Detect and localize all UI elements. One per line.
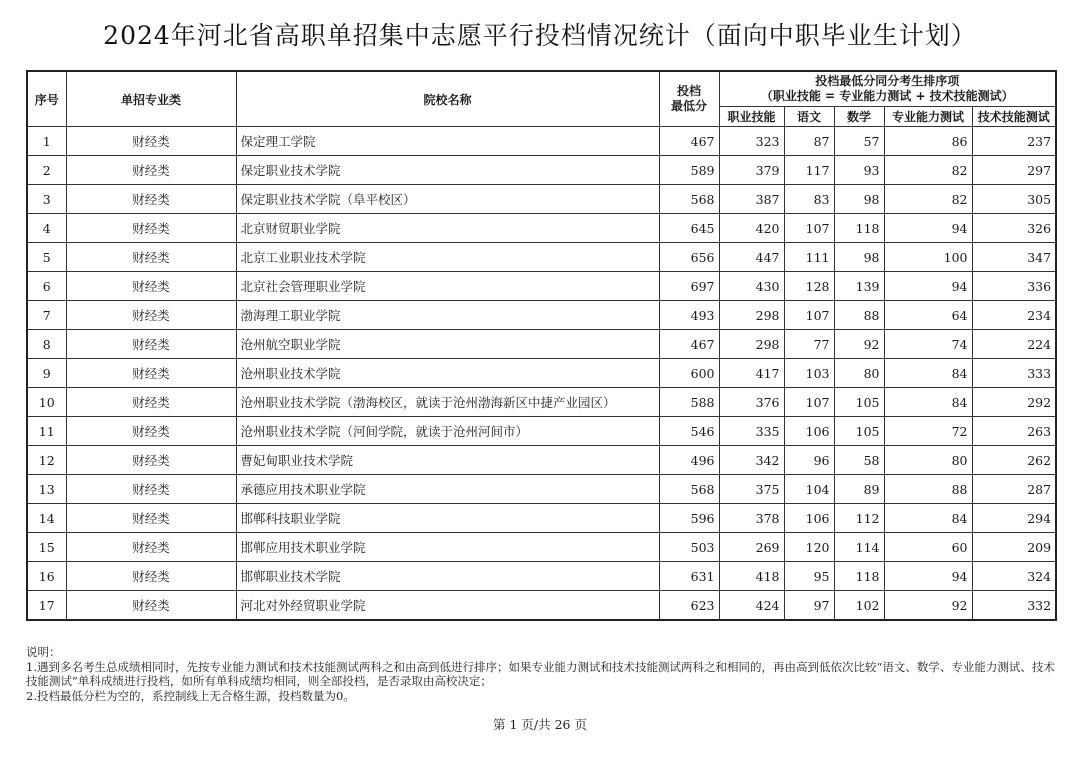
table-row <box>27 388 1056 417</box>
cell-school: 沧州职业技术学院（河间学院，就读于沧州河间市） <box>236 417 659 446</box>
cell-chinese: 95 <box>784 562 834 591</box>
cell-prof-test: 94 <box>884 562 972 591</box>
cell-tech-test: 292 <box>972 388 1056 417</box>
cell-tech-test: 297 <box>972 156 1056 185</box>
cell-skill: 430 <box>719 272 784 301</box>
table-row <box>27 533 1056 562</box>
cell-math: 98 <box>834 243 884 272</box>
cell-prof-test: 86 <box>884 127 972 156</box>
table-row <box>27 127 1056 156</box>
cell-category: 财经类 <box>66 562 236 591</box>
cell-prof-test: 82 <box>884 156 972 185</box>
cell-category: 财经类 <box>66 127 236 156</box>
cell-chinese: 77 <box>784 330 834 359</box>
cell-tech-test: 209 <box>972 533 1056 562</box>
cell-prof-test: 60 <box>884 533 972 562</box>
admission-table <box>26 70 1057 621</box>
cell-chinese: 117 <box>784 156 834 185</box>
cell-math: 114 <box>834 533 884 562</box>
cell-tech-test: 347 <box>972 243 1056 272</box>
page-footer: 第 1 页/共 26 页 <box>493 717 587 732</box>
cell-seq: 15 <box>27 533 66 562</box>
cell-seq: 6 <box>27 272 66 301</box>
table-row <box>27 359 1056 388</box>
cell-school: 北京财贸职业学院 <box>236 214 659 243</box>
header-group-line2: （职业技能 = 专业能力测试 + 技术技能测试） <box>760 89 1014 103</box>
cell-chinese: 104 <box>784 475 834 504</box>
cell-seq: 8 <box>27 330 66 359</box>
cell-math: 57 <box>834 127 884 156</box>
cell-category: 财经类 <box>66 330 236 359</box>
cell-school: 邯郸应用技术职业学院 <box>236 533 659 562</box>
cell-school: 邯郸职业技术学院 <box>236 562 659 591</box>
cell-school: 邯郸科技职业学院 <box>236 504 659 533</box>
cell-tech-test: 262 <box>972 446 1056 475</box>
table-row <box>27 591 1056 621</box>
cell-seq: 17 <box>27 591 66 621</box>
cell-min-score: 467 <box>659 127 719 156</box>
cell-math: 139 <box>834 272 884 301</box>
table-row <box>27 214 1056 243</box>
cell-school: 北京工业职业技术学院 <box>236 243 659 272</box>
table-row <box>27 272 1056 301</box>
cell-school: 河北对外经贸职业学院 <box>236 591 659 621</box>
notes <box>26 645 1056 703</box>
cell-skill: 447 <box>719 243 784 272</box>
cell-seq: 11 <box>27 417 66 446</box>
notes-item-1: 1.遇到多名考生总成绩相同时，先按专业能力测试和技术技能测试两科之和由高到低进行排序；如果专业能力测试和技术技能测试两科之和相同的，再由高到低依次比较“语文、数学、专业能力测试、技术技能测试”单科成绩进行投档，如所有单科成绩均相同，则全部投档，是否录取由高校决定； <box>26 659 1055 688</box>
cell-prof-test: 80 <box>884 446 972 475</box>
cell-seq: 3 <box>27 185 66 214</box>
cell-math: 89 <box>834 475 884 504</box>
cell-skill: 269 <box>719 533 784 562</box>
header-seq: 序号 <box>27 71 66 127</box>
table-row <box>27 417 1056 446</box>
cell-school: 保定职业技术学院（阜平校区） <box>236 185 659 214</box>
cell-min-score: 656 <box>659 243 719 272</box>
header-min-score-line1: 投档 <box>676 84 701 98</box>
cell-school: 沧州职业技术学院 <box>236 359 659 388</box>
cell-seq: 9 <box>27 359 66 388</box>
cell-chinese: 107 <box>784 214 834 243</box>
cell-prof-test: 82 <box>884 185 972 214</box>
cell-school: 保定理工学院 <box>236 127 659 156</box>
cell-category: 财经类 <box>66 446 236 475</box>
header-school: 院校名称 <box>236 71 659 127</box>
cell-chinese: 120 <box>784 533 834 562</box>
cell-seq: 13 <box>27 475 66 504</box>
header-min-score-line2: 最低分 <box>670 99 707 113</box>
cell-min-score: 568 <box>659 185 719 214</box>
cell-math: 102 <box>834 591 884 621</box>
cell-min-score: 600 <box>659 359 719 388</box>
cell-math: 118 <box>834 562 884 591</box>
cell-prof-test: 88 <box>884 475 972 504</box>
cell-skill: 378 <box>719 504 784 533</box>
cell-skill: 418 <box>719 562 784 591</box>
cell-tech-test: 332 <box>972 591 1056 621</box>
table-body <box>27 127 1056 621</box>
table-row <box>27 562 1056 591</box>
header-tech-test: 技术技能测试 <box>972 107 1056 127</box>
header-min-score <box>659 71 719 127</box>
table-row <box>27 475 1056 504</box>
cell-min-score: 623 <box>659 591 719 621</box>
cell-category: 财经类 <box>66 388 236 417</box>
cell-math: 112 <box>834 504 884 533</box>
cell-seq: 7 <box>27 301 66 330</box>
cell-chinese: 103 <box>784 359 834 388</box>
cell-tech-test: 324 <box>972 562 1056 591</box>
cell-skill: 379 <box>719 156 784 185</box>
cell-tech-test: 294 <box>972 504 1056 533</box>
cell-math: 58 <box>834 446 884 475</box>
cell-math: 105 <box>834 417 884 446</box>
cell-seq: 10 <box>27 388 66 417</box>
notes-item-2: 2.投档最低分栏为空的，系控制线上无合格生源，投档数量为0。 <box>26 688 355 703</box>
cell-math: 92 <box>834 330 884 359</box>
cell-min-score: 596 <box>659 504 719 533</box>
cell-skill: 342 <box>719 446 784 475</box>
cell-seq: 5 <box>27 243 66 272</box>
cell-min-score: 503 <box>659 533 719 562</box>
cell-min-score: 589 <box>659 156 719 185</box>
cell-category: 财经类 <box>66 272 236 301</box>
cell-tech-test: 287 <box>972 475 1056 504</box>
cell-category: 财经类 <box>66 301 236 330</box>
cell-math: 80 <box>834 359 884 388</box>
cell-skill: 420 <box>719 214 784 243</box>
cell-prof-test: 94 <box>884 214 972 243</box>
cell-school: 北京社会管理职业学院 <box>236 272 659 301</box>
cell-chinese: 87 <box>784 127 834 156</box>
cell-math: 105 <box>834 388 884 417</box>
cell-category: 财经类 <box>66 417 236 446</box>
header-chinese: 语文 <box>784 107 834 127</box>
cell-prof-test: 100 <box>884 243 972 272</box>
cell-min-score: 496 <box>659 446 719 475</box>
cell-chinese: 128 <box>784 272 834 301</box>
table-row <box>27 330 1056 359</box>
cell-chinese: 83 <box>784 185 834 214</box>
cell-seq: 1 <box>27 127 66 156</box>
cell-category: 财经类 <box>66 504 236 533</box>
cell-min-score: 546 <box>659 417 719 446</box>
cell-chinese: 96 <box>784 446 834 475</box>
cell-skill: 376 <box>719 388 784 417</box>
cell-min-score: 588 <box>659 388 719 417</box>
table-row <box>27 504 1056 533</box>
page-title: 2024年河北省高职单招集中志愿平行投档情况统计（面向中职毕业生计划） <box>103 21 977 50</box>
cell-tech-test: 305 <box>972 185 1056 214</box>
cell-seq: 12 <box>27 446 66 475</box>
table-row <box>27 446 1056 475</box>
cell-chinese: 107 <box>784 301 834 330</box>
header-math: 数学 <box>834 107 884 127</box>
cell-category: 财经类 <box>66 359 236 388</box>
cell-seq: 2 <box>27 156 66 185</box>
cell-category: 财经类 <box>66 214 236 243</box>
cell-prof-test: 74 <box>884 330 972 359</box>
header-row-1 <box>27 71 1056 107</box>
cell-prof-test: 84 <box>884 388 972 417</box>
cell-tech-test: 326 <box>972 214 1056 243</box>
cell-chinese: 106 <box>784 504 834 533</box>
cell-prof-test: 94 <box>884 272 972 301</box>
cell-category: 财经类 <box>66 533 236 562</box>
cell-min-score: 631 <box>659 562 719 591</box>
cell-chinese: 106 <box>784 417 834 446</box>
cell-tech-test: 234 <box>972 301 1056 330</box>
cell-seq: 4 <box>27 214 66 243</box>
cell-school: 曹妃甸职业技术学院 <box>236 446 659 475</box>
header-skill: 职业技能 <box>719 107 784 127</box>
table-row <box>27 185 1056 214</box>
header-tiebreak-group <box>719 71 1056 107</box>
cell-skill: 375 <box>719 475 784 504</box>
cell-skill: 298 <box>719 330 784 359</box>
cell-skill: 335 <box>719 417 784 446</box>
cell-school: 保定职业技术学院 <box>236 156 659 185</box>
cell-prof-test: 92 <box>884 591 972 621</box>
cell-tech-test: 237 <box>972 127 1056 156</box>
cell-skill: 424 <box>719 591 784 621</box>
header-category: 单招专业类 <box>66 71 236 127</box>
cell-school: 沧州航空职业学院 <box>236 330 659 359</box>
cell-math: 93 <box>834 156 884 185</box>
cell-math: 98 <box>834 185 884 214</box>
cell-seq: 16 <box>27 562 66 591</box>
table-row <box>27 301 1056 330</box>
cell-tech-test: 224 <box>972 330 1056 359</box>
table-row <box>27 243 1056 272</box>
table-row <box>27 156 1056 185</box>
cell-category: 财经类 <box>66 591 236 621</box>
cell-skill: 323 <box>719 127 784 156</box>
cell-chinese: 111 <box>784 243 834 272</box>
cell-tech-test: 333 <box>972 359 1056 388</box>
cell-prof-test: 64 <box>884 301 972 330</box>
cell-tech-test: 336 <box>972 272 1056 301</box>
cell-min-score: 645 <box>659 214 719 243</box>
header-group-line1: 投档最低分同分考生排序项 <box>815 74 960 88</box>
cell-math: 118 <box>834 214 884 243</box>
header-prof-test: 专业能力测试 <box>884 107 972 127</box>
cell-prof-test: 84 <box>884 359 972 388</box>
cell-category: 财经类 <box>66 475 236 504</box>
cell-seq: 14 <box>27 504 66 533</box>
cell-skill: 417 <box>719 359 784 388</box>
cell-category: 财经类 <box>66 243 236 272</box>
cell-min-score: 493 <box>659 301 719 330</box>
cell-school: 渤海理工职业学院 <box>236 301 659 330</box>
cell-category: 财经类 <box>66 185 236 214</box>
cell-chinese: 107 <box>784 388 834 417</box>
cell-prof-test: 72 <box>884 417 972 446</box>
cell-category: 财经类 <box>66 156 236 185</box>
cell-chinese: 97 <box>784 591 834 621</box>
cell-skill: 387 <box>719 185 784 214</box>
cell-min-score: 467 <box>659 330 719 359</box>
cell-school: 承德应用技术职业学院 <box>236 475 659 504</box>
cell-skill: 298 <box>719 301 784 330</box>
cell-min-score: 697 <box>659 272 719 301</box>
cell-school: 沧州职业技术学院（渤海校区，就读于沧州渤海新区中捷产业园区） <box>236 388 659 417</box>
cell-tech-test: 263 <box>972 417 1056 446</box>
cell-math: 88 <box>834 301 884 330</box>
cell-prof-test: 84 <box>884 504 972 533</box>
notes-heading: 说明： <box>26 645 61 659</box>
cell-min-score: 568 <box>659 475 719 504</box>
